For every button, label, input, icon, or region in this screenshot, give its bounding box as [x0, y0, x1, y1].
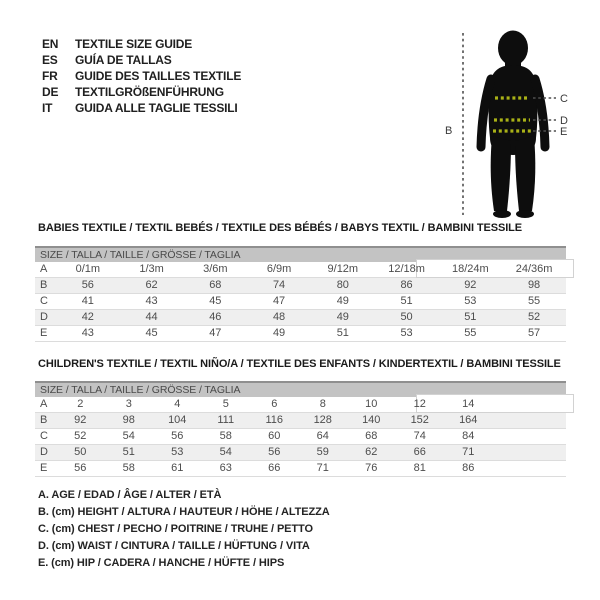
value-cell: 53: [171, 446, 184, 458]
language-row: [42, 52, 241, 68]
value-cell: 8: [319, 398, 326, 410]
value-cell: 74: [272, 279, 286, 291]
value-cell: 116: [265, 414, 284, 426]
row-label-cell: D: [40, 311, 48, 323]
value-cell: 49: [336, 295, 349, 307]
value-cell: 60: [268, 430, 281, 442]
value-cell: 81: [413, 462, 426, 474]
value-cell: 12/18m: [388, 263, 425, 275]
value-cell: 47: [209, 327, 222, 339]
value-cell: 80: [336, 279, 349, 291]
value-cell: 71: [316, 462, 329, 474]
value-cell: 84: [462, 430, 475, 442]
row-label-cell: B: [40, 414, 48, 426]
value-cell: 55: [464, 327, 477, 339]
child-silhouette-figure: [436, 8, 600, 226]
value-cell: 55: [527, 295, 541, 307]
language-title-list: [42, 36, 241, 116]
table-row: [35, 262, 566, 278]
chest-label: C: [560, 93, 568, 105]
value-cell: 54: [219, 446, 232, 458]
value-cell: 140: [362, 414, 381, 426]
value-cell: 51: [122, 446, 135, 458]
value-cell: 43: [145, 295, 158, 307]
hip-label: E: [560, 126, 568, 138]
row-label-cell: A: [40, 263, 48, 275]
language-row: [42, 100, 241, 116]
value-cell: 63: [219, 462, 232, 474]
value-cell: 6: [271, 398, 278, 410]
language-code: EN: [42, 37, 59, 51]
height-label: B: [445, 125, 453, 137]
table-header-bar: SIZE / TALLA / TAILLE / GRÖSSE / TAGLIA: [35, 381, 566, 397]
value-cell: 6/9m: [266, 263, 292, 275]
value-cell: 18/24m: [451, 263, 489, 275]
language-guide-title: TEXTILE SIZE GUIDE: [75, 37, 193, 51]
value-cell: 54: [122, 430, 135, 442]
value-cell: 86: [462, 462, 475, 474]
language-row: [42, 68, 241, 84]
table-row: [35, 429, 566, 445]
value-cell: 62: [145, 279, 158, 291]
row-label-cell: C: [40, 295, 48, 307]
table-header-bar: SIZE / TALLA / TAILLE / GRÖSSE / TAGLIA: [35, 246, 566, 262]
value-cell: 52: [74, 430, 87, 442]
table-row: [35, 397, 566, 413]
value-cell: 44: [145, 311, 158, 323]
table-row: [35, 310, 566, 326]
row-label-cell: B: [40, 279, 48, 291]
babies-table-title: BABIES TEXTILE / TEXTIL BEBÉS / TEXTILE DES BÉBÉS / BABYS TEXTIL / BAMBINI TESSILE: [38, 222, 523, 234]
value-cell: 56: [81, 279, 94, 291]
value-cell: 98: [527, 279, 541, 291]
value-cell: 58: [122, 462, 135, 474]
value-cell: 64: [316, 430, 329, 442]
value-cell: 2: [77, 398, 84, 410]
language-code: IT: [42, 101, 53, 115]
language-code: DE: [42, 85, 59, 99]
value-cell: 59: [316, 446, 329, 458]
value-cell: 12: [413, 398, 426, 410]
value-cell: 86: [400, 279, 413, 291]
language-code: FR: [42, 69, 58, 83]
row-label-cell: C: [40, 430, 48, 442]
value-cell: 52: [527, 311, 541, 323]
value-cell: 111: [217, 414, 235, 426]
value-cell: 45: [209, 295, 222, 307]
language-row: [42, 84, 241, 100]
value-cell: 47: [272, 295, 286, 307]
value-cell: 68: [209, 279, 222, 291]
value-cell: 51: [400, 295, 413, 307]
value-cell: 46: [209, 311, 222, 323]
measurement-legend: [38, 487, 330, 572]
value-cell: 53: [400, 327, 413, 339]
legend-item: A. AGE / EDAD / ÂGE / ALTER / ETÀ: [38, 489, 222, 501]
value-cell: 128: [313, 414, 332, 426]
legend-item: D. (cm) WAIST / CINTURA / TAILLE / HÜFTUNG / VITA: [38, 540, 310, 552]
value-cell: 66: [268, 462, 281, 474]
waist-label: D: [560, 115, 568, 127]
legend-item: B. (cm) HEIGHT / ALTURA / HAUTEUR / HÖHE / ALTEZZA: [38, 506, 330, 518]
value-cell: 92: [74, 414, 87, 426]
value-cell: 56: [74, 462, 87, 474]
table-row: [35, 278, 566, 294]
value-cell: 14: [462, 398, 475, 410]
value-cell: 43: [81, 327, 94, 339]
row-label-cell: E: [40, 462, 48, 474]
row-label-cell: E: [40, 327, 48, 339]
value-cell: 42: [81, 311, 94, 323]
value-cell: 53: [464, 295, 477, 307]
value-cell: 58: [219, 430, 232, 442]
value-cell: 51: [336, 327, 349, 339]
language-guide-title: GUIDA ALLE TAGLIE TESSILI: [75, 101, 238, 115]
value-cell: 9/12m: [327, 263, 359, 275]
language-guide-title: GUIDE DES TAILLES TEXTILE: [75, 69, 242, 83]
table-row: [35, 294, 566, 310]
value-cell: 5: [222, 398, 229, 410]
value-cell: 76: [365, 462, 378, 474]
language-guide-title: TEXTILGRÖßENFÜHRUNG: [75, 85, 224, 99]
value-cell: 4: [174, 398, 181, 410]
value-cell: 3/6m: [203, 263, 228, 275]
row-label-cell: A: [40, 398, 48, 410]
legend-item: C. (cm) CHEST / PECHO / POITRINE / TRUHE / PETTO: [38, 523, 313, 535]
child-silhouette: [481, 31, 545, 219]
value-cell: 61: [171, 462, 184, 474]
value-cell: 66: [413, 446, 426, 458]
table-row: [35, 413, 566, 429]
value-cell: 41: [81, 295, 94, 307]
value-cell: 50: [74, 446, 87, 458]
children-table-title: CHILDREN'S TEXTILE / TEXTIL NIÑO/A / TEXTILE DES ENFANTS / KINDERTEXTIL / BAMBINI TESSILE: [38, 358, 561, 370]
value-cell: 50: [400, 311, 413, 323]
row-label-cell: D: [40, 446, 48, 458]
value-cell: 56: [268, 446, 281, 458]
legend-item: E. (cm) HIP / CADERA / HANCHE / HÜFTE / HIPS: [38, 557, 285, 569]
value-cell: 51: [464, 311, 477, 323]
value-cell: 74: [413, 430, 426, 442]
value-cell: 92: [464, 279, 477, 291]
value-cell: 10: [365, 398, 378, 410]
value-cell: 0/1m: [75, 263, 101, 275]
height-measure-line: [445, 33, 463, 215]
table-row: [35, 326, 566, 342]
value-cell: 98: [122, 414, 135, 426]
language-guide-title: GUÍA DE TALLAS: [75, 53, 172, 67]
value-cell: 49: [336, 311, 349, 323]
table-row: [35, 461, 566, 477]
table-row: [35, 445, 566, 461]
value-cell: 49: [272, 327, 286, 339]
value-cell: 24/36m: [515, 263, 553, 275]
language-code: ES: [42, 53, 58, 67]
value-cell: 104: [168, 414, 187, 426]
value-cell: 152: [410, 414, 429, 426]
value-cell: 164: [459, 414, 478, 426]
value-cell: 62: [365, 446, 378, 458]
value-cell: 3: [125, 398, 132, 410]
value-cell: 1/3m: [139, 263, 164, 275]
value-cell: 71: [462, 446, 475, 458]
value-cell: 56: [171, 430, 184, 442]
value-cell: 48: [272, 311, 286, 323]
value-cell: 57: [527, 327, 541, 339]
value-cell: 68: [365, 430, 378, 442]
value-cell: 45: [145, 327, 158, 339]
language-row: [42, 36, 241, 52]
